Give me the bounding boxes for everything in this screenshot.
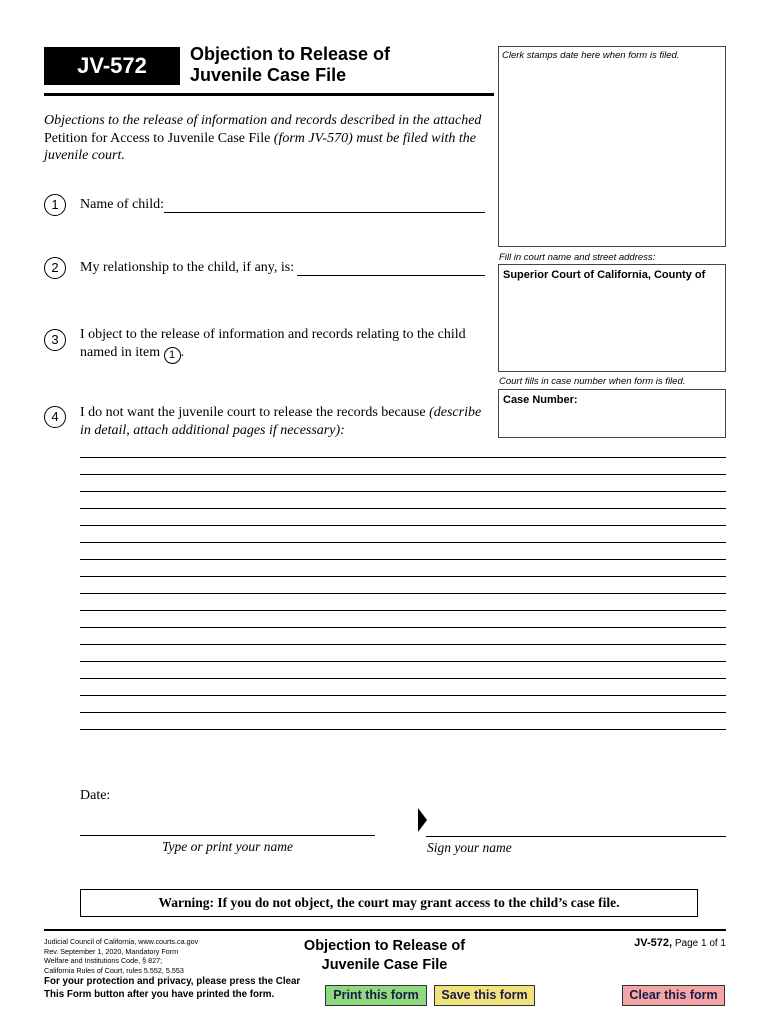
intro-part1: Objections to the release of information and records described in the attached (44, 113, 482, 128)
item-1-number: 1 (44, 194, 66, 216)
privacy-note-line2: This Form button after you have printed the form. (44, 989, 275, 1000)
reason-line[interactable] (80, 508, 726, 509)
footer-title-line1: Objection to Release of (303, 938, 466, 954)
case-instruction: Court fills in case number when form is filed. (499, 376, 686, 387)
intro-part3: (form JV-570) must be filed with the juvenile court. (44, 130, 476, 163)
warning-box: Warning: If you do not object, the court may grant access to the child’s case file. (80, 889, 698, 917)
privacy-note (44, 975, 319, 1001)
reason-line[interactable] (80, 678, 726, 679)
footer-title (292, 937, 477, 975)
footer-title-line2: Juvenile Case File (321, 957, 448, 973)
page-number: Page 1 of 1 (674, 938, 726, 949)
print-name-caption: Type or print your name (162, 839, 293, 854)
item-4-line1-italic: (describe (429, 405, 482, 420)
relationship-field[interactable] (297, 275, 485, 276)
reason-line[interactable] (80, 627, 726, 628)
signature-arrow-icon (418, 808, 428, 832)
footer-info-line1: Judicial Council of California, www.courts.ca.gov (44, 937, 199, 946)
item-3-text (80, 326, 480, 364)
reason-line[interactable] (80, 644, 726, 645)
clerk-stamp-box (498, 46, 726, 247)
page-indicator (560, 937, 726, 949)
child-name-field[interactable] (164, 212, 485, 213)
form-number-badge: JV-572 (44, 47, 180, 85)
court-name-label: Superior Court of California, County of (503, 269, 706, 281)
print-name-field[interactable] (80, 835, 375, 836)
item-2-number: 2 (44, 257, 66, 279)
footer-rule (44, 929, 726, 931)
signature-caption: Sign your name (427, 840, 512, 855)
court-instruction: Fill in court name and street address: (499, 252, 656, 263)
item-3-reference: 1 (164, 347, 181, 364)
item-4-number: 4 (44, 406, 66, 428)
reason-line[interactable] (80, 729, 726, 730)
signature-field[interactable] (426, 836, 726, 837)
item-4-line1-plain: I do not want the juvenile court to release the records because (80, 405, 426, 420)
reason-line[interactable] (80, 712, 726, 713)
reason-line[interactable] (80, 695, 726, 696)
item-3-line1: I object to the release of information and records relating to the child (80, 327, 466, 342)
item-3-line2-suffix: . (180, 345, 185, 360)
footer-info-line2: Rev. September 1, 2020, Mandatory Form (44, 946, 179, 956)
header-rule (44, 93, 494, 96)
footer-info-line4: California Rules of Court, rules 5.552, 5.553 (44, 965, 184, 975)
date-label: Date: (80, 788, 111, 803)
item-4-line2-italic: in detail, attach additional pages if necessary): (80, 423, 345, 438)
print-form-button[interactable]: Print this form (325, 985, 427, 1006)
privacy-note-line1: For your protection and privacy, please press the Clear (44, 976, 301, 987)
item-3-line2 (80, 344, 480, 364)
item-4-text (80, 404, 490, 440)
form-title-line1: Objection to Release of (190, 44, 391, 64)
page-form-number: JV-572, (634, 937, 673, 949)
item-2-label: My relationship to the child, if any, is: (80, 260, 295, 275)
intro-paragraph (44, 112, 484, 165)
reason-line[interactable] (80, 457, 726, 458)
footer-info-line3: Welfare and Institutions Code, § 827; (44, 956, 163, 966)
item-1-label: Name of child: (80, 197, 164, 212)
court-name-box[interactable] (498, 264, 726, 372)
reason-line[interactable] (80, 576, 726, 577)
reason-line[interactable] (80, 559, 726, 560)
form-title (190, 44, 490, 86)
reason-line[interactable] (80, 474, 726, 475)
reason-line[interactable] (80, 593, 726, 594)
clerk-stamp-label: Clerk stamps date here when form is filed. (502, 50, 680, 61)
case-number-box[interactable] (498, 389, 726, 438)
clear-form-button[interactable]: Clear this form (622, 985, 725, 1006)
reason-line[interactable] (80, 525, 726, 526)
item-3-number: 3 (44, 329, 66, 351)
reason-line[interactable] (80, 542, 726, 543)
reason-line[interactable] (80, 610, 726, 611)
case-number-label: Case Number: (503, 394, 578, 406)
reason-line[interactable] (80, 661, 726, 662)
footer-info (44, 937, 289, 975)
form-title-line2: Juvenile Case File (190, 65, 347, 85)
intro-part2: Petition for Access to Juvenile Case File (44, 130, 271, 146)
reason-line[interactable] (80, 491, 726, 492)
item-3-line2-prefix: named in item (80, 345, 161, 360)
save-form-button[interactable]: Save this form (434, 985, 535, 1006)
